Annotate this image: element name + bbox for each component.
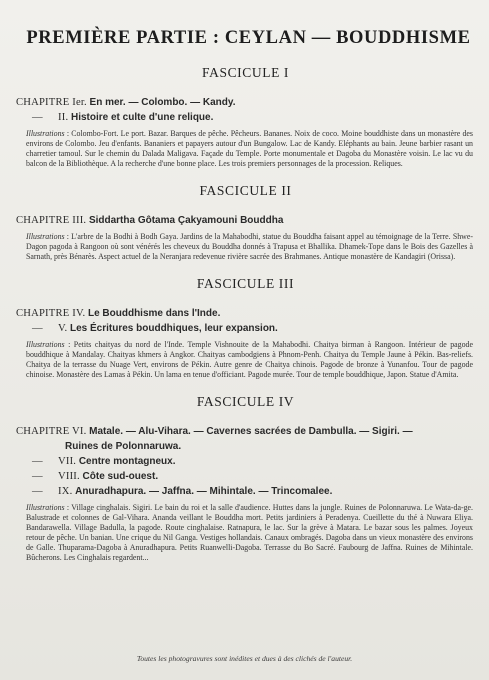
chapter-title: Les Écritures bouddhiques, leur expansion. — [70, 323, 278, 334]
illustrations-label: Illustrations — [26, 232, 65, 241]
fascicule-section — [16, 276, 475, 380]
illustrations-label: Illustrations — [26, 503, 65, 512]
subchapter-line — [32, 484, 475, 499]
chapter-title: Le Bouddhisme dans l'Inde. — [87, 308, 221, 319]
dash-marker: — — [32, 112, 43, 123]
illustrations-text: : Petits chaityas du nord de l'Inde. Temple Vishnouite de la Mahabodhi. Chaitya birman à Rangoon. Intérieur de pagode bouddhique à Mandalay. Chaityas khmers à Angkor. Chaityas cambodgiens à Phnom-Penh. Chaitya du Temple Jaune à Pékin. Bas-reliefs. Chaitya de la terrasse du Nuage Vert, environs de Pékin. Autre genre de Chaitya chinois. Pagode de bronze à Yunanfou. Tour de pagode chinoise. Monastère des Lamas à Pékin. Un lama en tenue d'officiant. Pagode murée. Tour de temple bouddhique, Japon. Statue d'Amita. — [26, 340, 473, 379]
illustrations-text: : L'arbre de la Bodhi à Bodh Gaya. Jardins de la Mahabodhi, statue du Bouddha faisant appel au témoignage de la Terre. Shwe-Dagon pagoda à Rangoon où sont vénérés les cheveux du Bouddha donnés à Trapusa et Bhallika. Dhamek-Tope dans le Bois des Gazelles à Sarnath, près Bénarès. Aspect actuel de la Neranjara redevenue rivière sacrée des Brahmanes. Antique monastère de Kandagiri (Orissa). — [26, 232, 473, 261]
illustrations-text: : Village cinghalais. Sigiri. Le bain du roi et la salle d'audience. Huttes dans la jungle. Ruines de Polonnaruwa. Le Wata-da-ge. Balustrade et colonnes de Gal-Vihara. Ananda veillant le Bouddha mort. Petits jardiniers à Peradenya. Cueillette du thé à Nuwara Eliya. Bandarawella. Village Badulla, la pagode. Route cinghalaise. Ratnapura, le lac. Sur la grève à Matara. Le bazar sous les palmes. Joyeux retour de pêche. Un banian. Une crique du Nil Ganga. Vestiges hollandais. Canaux ombragés. Dagoba dans un vieux monastère des environs de Galle. Thuparama-Dagoba à Anuradhapura. Petits Ruanwelli-Dagoba. Terrasse du Bo Sacré. Faubourg de Jaffna. Ruines de Mihintale. Bûcherons. Les Cinghalais regardent... — [26, 503, 473, 562]
dash-marker: — — [32, 486, 43, 497]
chapter-line — [16, 95, 475, 110]
chapter-title: En mer. — Colombo. — Kandy. — [89, 97, 236, 108]
illustrations-paragraph — [26, 129, 473, 169]
footer-note: Toutes les photogravures sont inédites et dues à des clichés de l'auteur. — [136, 654, 353, 663]
illustrations-paragraph — [26, 340, 473, 380]
chapter-line — [16, 306, 475, 321]
fascicule-heading: FASCICULE I — [202, 65, 289, 80]
chapter-number: CHAPITRE Ier. — [16, 97, 87, 108]
dash-marker: — — [32, 323, 43, 334]
illustrations-text: : Colombo-Fort. Le port. Bazar. Barques de pêche. Pêcheurs. Bananes. Noix de coco. Moine bouddhiste dans un monastère des environs de Colombo. Jeu d'enfants. Bananiers et papayers autour d'un Bungalow. Lac de Kandy. Eléphants au bain. Jeune barbier rasant un charretier tamoul. Sur le chemin du Dalada Maligava. Façade du Temple. Porte monumentale et Dagoba du Monastère voisin. Le lac vu du balcon de la Bibliothèque. A la recherche d'une bonne place. Les trois premiers personnages de la procession. Reliques. — [26, 129, 473, 168]
dash-marker: — — [32, 456, 43, 467]
fascicule-heading: FASCICULE II — [199, 183, 292, 198]
chapter-continuation — [65, 439, 475, 454]
illustrations-paragraph — [26, 232, 473, 262]
chapter-title: Côte sud-ouest. — [82, 471, 159, 482]
chapter-number: CHAPITRE III. — [16, 215, 87, 226]
chapter-title: Centre montagneux. — [78, 456, 176, 467]
chapter-number: IX. — [58, 486, 73, 497]
illustrations-paragraph — [26, 503, 473, 563]
chapter-title: Siddartha Gôtama Çakyamouni Bouddha — [88, 215, 284, 226]
page-title: PREMIÈRE PARTIE : CEYLAN — BOUDDHISME — [26, 28, 471, 48]
subchapter-line — [32, 469, 475, 484]
chapter-title: Matale. — Alu-Vihara. — Cavernes sacrées de Dambulla. — Sigiri. — — [89, 426, 413, 437]
chapter-number: CHAPITRE VI. — [16, 426, 87, 437]
chapter-number: V. — [58, 323, 68, 334]
illustrations-label: Illustrations — [26, 340, 65, 349]
illustrations-label: Illustrations — [26, 129, 65, 138]
chapter-title: Anuradhapura. — Jaffna. — Mihintale. — Trincomalee. — [75, 486, 333, 497]
chapter-title: Histoire et culte d'une relique. — [70, 112, 214, 123]
chapter-number: II. — [58, 112, 69, 123]
chapter-number: VIII. — [58, 471, 80, 482]
fascicule-section — [16, 394, 475, 563]
dash-marker: — — [32, 471, 43, 482]
fascicule-section — [16, 65, 475, 169]
sections-container — [16, 65, 475, 563]
chapter-number: VII. — [58, 456, 77, 467]
subchapter-line — [32, 321, 475, 336]
chapter-title: Ruines de Polonnaruwa. — [65, 441, 182, 452]
fascicule-heading: FASCICULE III — [196, 276, 295, 291]
subchapter-line — [32, 454, 475, 469]
chapter-line — [16, 213, 475, 228]
fascicule-heading: FASCICULE IV — [196, 394, 295, 409]
chapter-line — [16, 424, 475, 439]
chapter-number: CHAPITRE IV. — [16, 308, 86, 319]
fascicule-section — [16, 183, 475, 262]
subchapter-line — [32, 110, 475, 125]
